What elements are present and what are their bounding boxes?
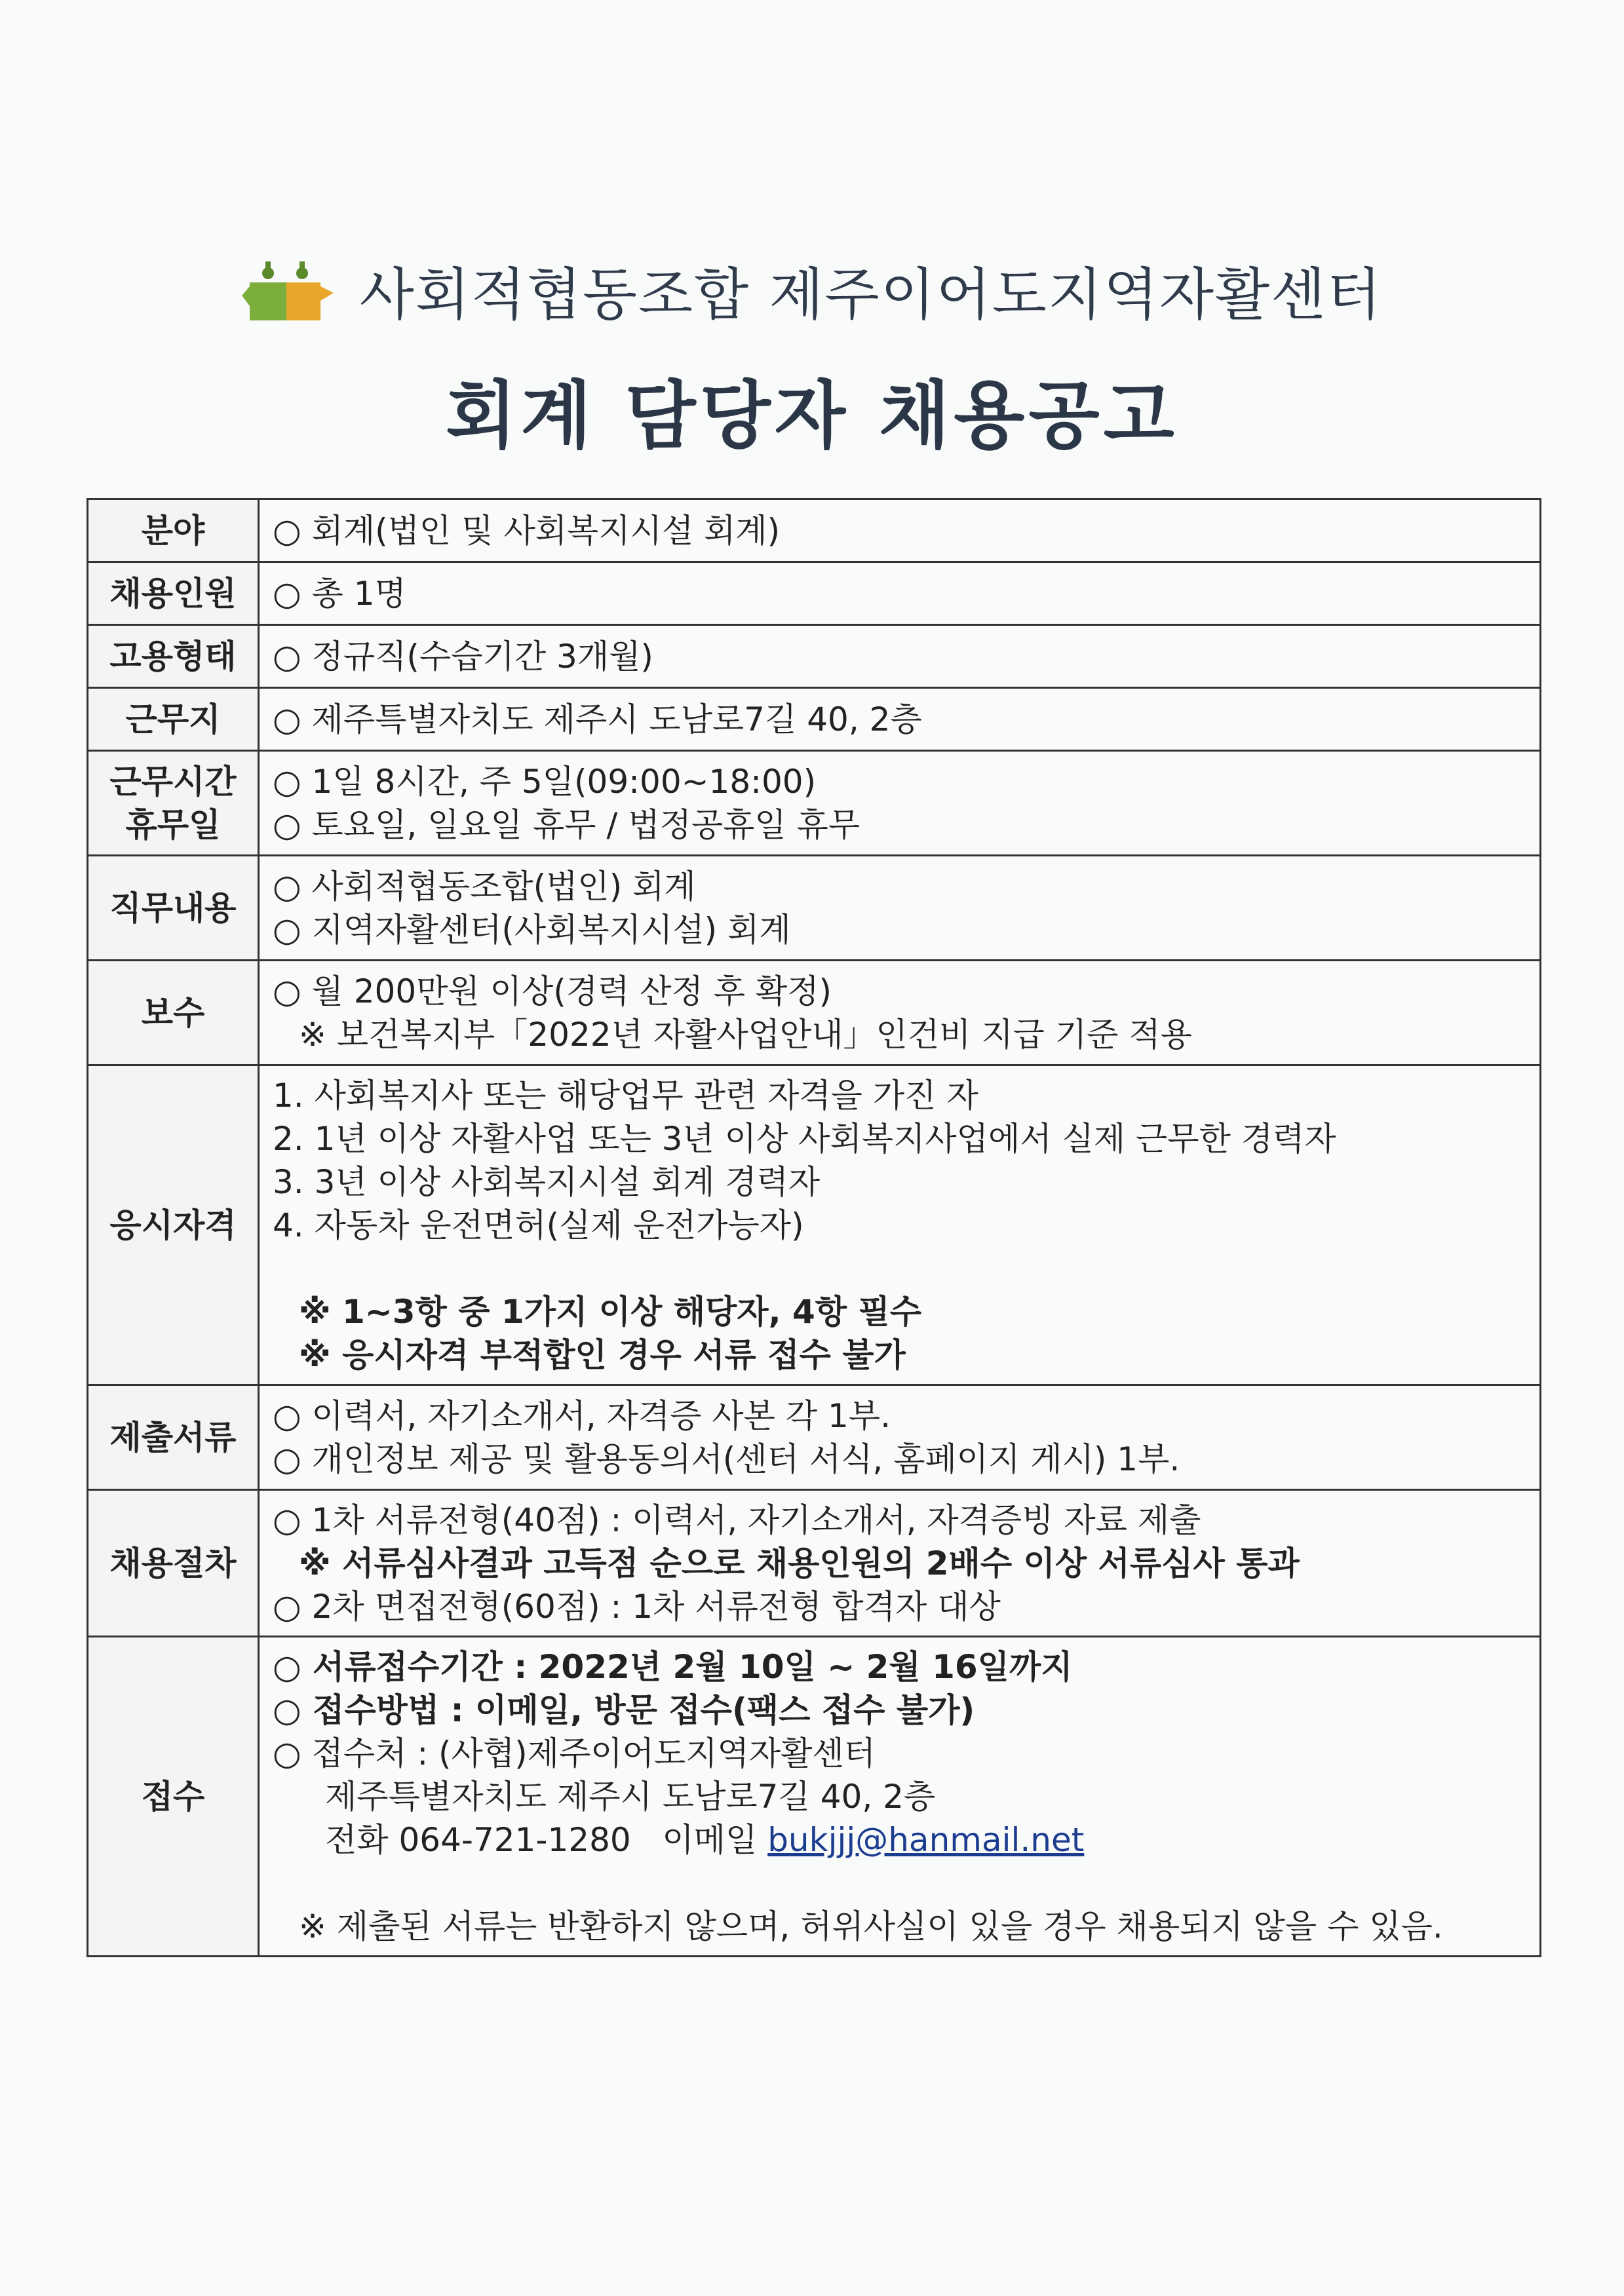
qualification-note: ※ 응시자격 부적합인 경우 서류 접수 불가 (299, 1335, 906, 1374)
email-link[interactable]: bukjjj@hanmail.net (767, 1820, 1085, 1859)
reception-address: 제주특별자치도 제주시 도남로7길 40, 2층 (325, 1777, 936, 1816)
content-documents (259, 1385, 1541, 1490)
location-line: ○ 제주특별자치도 제주시 도남로7길 40, 2층 (273, 700, 922, 738)
qualification-item: 4. 자동차 운전면허(실제 운전가능자) (273, 1206, 804, 1244)
label-hours-line1: 근무시간 (109, 762, 237, 801)
reception-period: ○ 서류접수기간 : 2022년 2월 10일 ~ 2월 16일까지 (273, 1647, 1073, 1686)
reception-phone: 전화 064-721-1280 이메일 (325, 1820, 758, 1859)
content-reception (259, 1637, 1541, 1957)
label-qualifications: 응시자격 (88, 1065, 259, 1385)
row-reception (88, 1637, 1541, 1957)
reception-place: ○ 접수처 : (사협)제주이어도지역자활센터 (273, 1734, 876, 1772)
row-duties (88, 856, 1541, 961)
content-employment (259, 625, 1541, 688)
content-hours (259, 751, 1541, 856)
process-line: ○ 2차 면접전형(60점) : 1차 서류전형 합격자 대상 (273, 1587, 1001, 1626)
row-pay (88, 961, 1541, 1065)
job-posting-table (87, 498, 1541, 1957)
label-pay: 보수 (88, 961, 259, 1065)
pay-line: ○ 월 200만원 이상(경력 산정 후 확정) (273, 972, 832, 1010)
qualification-item: 3. 3년 이상 사회복지시설 회계 경력자 (273, 1162, 821, 1201)
content-duties (259, 856, 1541, 961)
label-hours-line2: 휴무일 (125, 805, 221, 844)
row-hours (88, 751, 1541, 856)
content-process (259, 1490, 1541, 1637)
page-title: 회계 담당자 채용공고 (446, 373, 1178, 459)
label-process: 채용절차 (88, 1490, 259, 1637)
duties-line: ○ 지역자활센터(사회복지시설) 회계 (273, 910, 791, 949)
row-hires (88, 562, 1541, 625)
process-note: ※ 서류심사결과 고득점 순으로 채용인원의 2배수 이상 서류심사 통과 (299, 1544, 1300, 1582)
row-employment (88, 625, 1541, 688)
hours-line: ○ 1일 8시간, 주 5일(09:00~18:00) (273, 762, 817, 801)
document-line: ○ 개인정보 제공 및 활용동의서(센터 서식, 홈페이지 게시) 1부. (273, 1440, 1180, 1478)
label-hours (88, 751, 259, 856)
row-field (88, 499, 1541, 562)
process-line: ○ 1차 서류전형(40점) : 이력서, 자기소개서, 자격증빙 자료 제출 (273, 1501, 1201, 1539)
qualification-item: 1. 사회복지사 또는 해당업무 관련 자격을 가진 자 (273, 1076, 978, 1115)
employment-line: ○ 정규직(수습기간 3개월) (273, 637, 653, 676)
label-hires: 채용인원 (88, 562, 259, 625)
header (0, 249, 1624, 330)
reception-contact (273, 1818, 1526, 1862)
duties-line: ○ 사회적협동조합(법인) 회계 (273, 867, 696, 906)
label-location: 근무지 (88, 688, 259, 751)
content-pay (259, 961, 1541, 1065)
content-qualifications (259, 1065, 1541, 1385)
row-process (88, 1490, 1541, 1637)
label-reception: 접수 (88, 1637, 259, 1957)
qualification-item: 2. 1년 이상 자활사업 또는 3년 이상 사회복지사업에서 실제 근무한 경력자 (273, 1119, 1336, 1158)
pay-note: ※ 보건복지부「2022년 자활사업안내」인건비 지급 기준 적용 (299, 1015, 1192, 1054)
content-location (259, 688, 1541, 751)
row-qualifications (88, 1065, 1541, 1385)
reception-notice: ※ 제출된 서류는 반환하지 않으며, 허위사실이 있을 경우 채용되지 않을 수 있음. (299, 1907, 1443, 1945)
row-location (88, 688, 1541, 751)
label-employment: 고용형태 (88, 625, 259, 688)
logo-icon (242, 254, 334, 326)
label-documents: 제출서류 (88, 1385, 259, 1490)
document-line: ○ 이력서, 자기소개서, 자격증 사본 각 1부. (273, 1396, 891, 1435)
label-field: 분야 (88, 499, 259, 562)
content-field (259, 499, 1541, 562)
content-hires (259, 562, 1541, 625)
holiday-line: ○ 토요일, 일요일 휴무 / 법정공휴일 휴무 (273, 805, 860, 844)
row-documents (88, 1385, 1541, 1490)
reception-method: ○ 접수방법 : 이메일, 방문 접수(팩스 접수 불가) (273, 1691, 975, 1729)
qualification-note: ※ 1~3항 중 1가지 이상 해당자, 4항 필수 (299, 1292, 922, 1331)
label-duties: 직무내용 (88, 856, 259, 961)
org-name: 사회적협동조합 제주이어도지역자활센터 (359, 262, 1383, 328)
field-line: ○ 회계(법인 및 사회복지시설 회계) (273, 511, 781, 550)
hires-line: ○ 총 1명 (273, 574, 406, 613)
